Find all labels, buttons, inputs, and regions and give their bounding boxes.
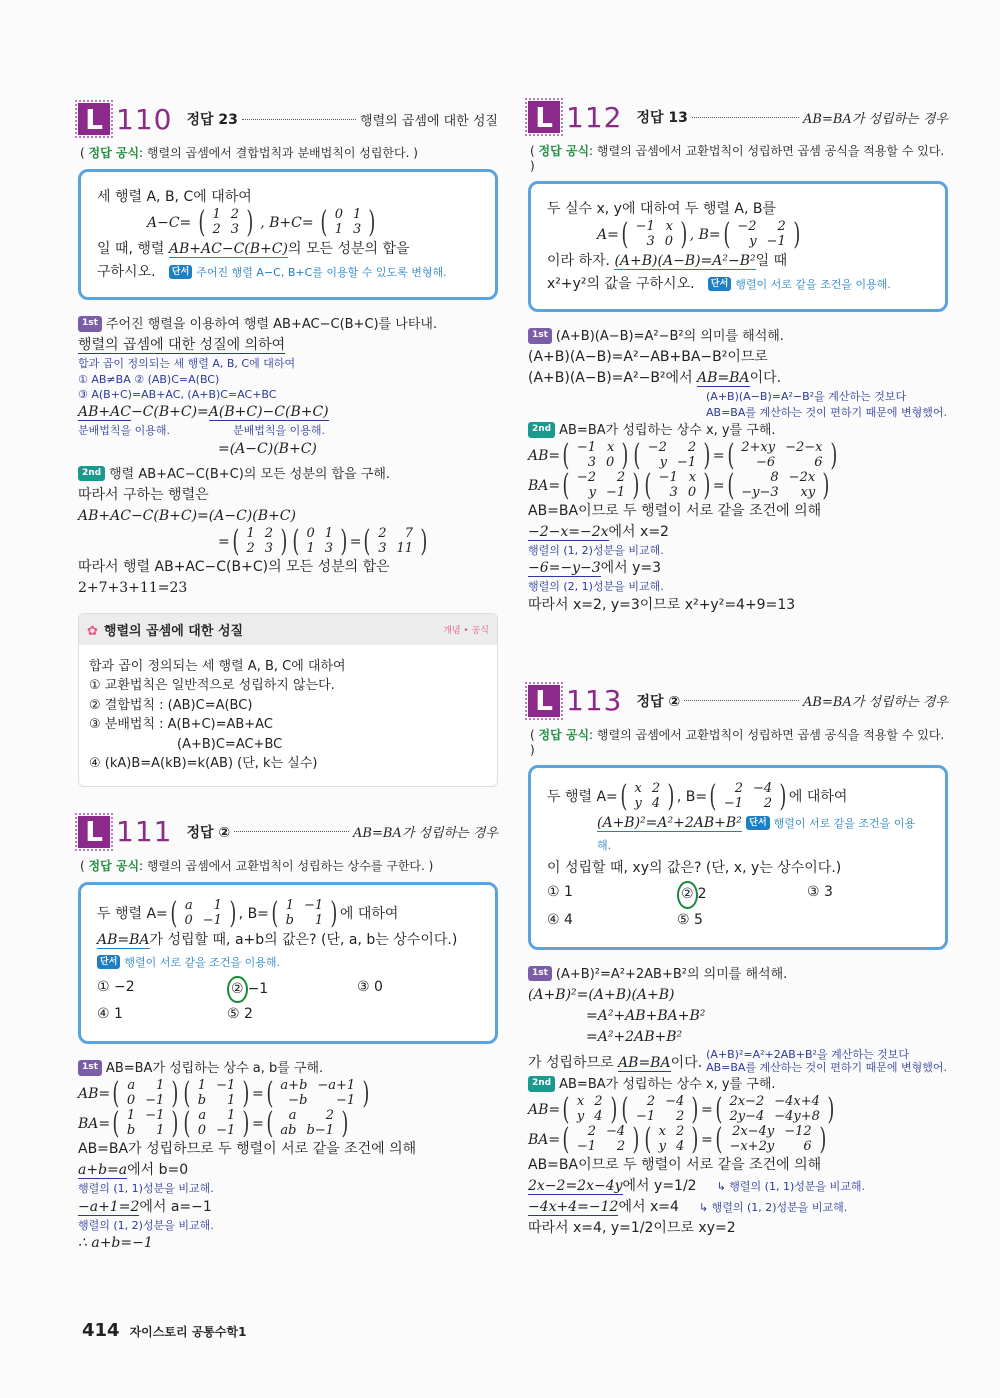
topic-label: AB=BA가 성립하는 경우	[353, 826, 498, 842]
step-1-badge: 1st	[78, 1060, 102, 1076]
circled-answer-mark: ②	[677, 881, 698, 909]
problem-110-header	[78, 98, 498, 140]
question-box-113: 두 행렬 A= ( x 2 y 4 ) , B= ( 2 −4 −1 2 ) 에 대하여 (A+B)²=A²+2AB+B² 단서 행렬이 서로 같을 조건을 이용해. 이 성립할 때, xy의 값은? (단, x, y는 상수이다.) ① 1 ② 2 ③ 3 ④ 4 ⑤ 5	[528, 765, 948, 950]
choice-2[interactable]: ② −1	[227, 976, 357, 1004]
answer-label: 정답 23	[186, 112, 238, 128]
step-1-badge: 1st	[78, 316, 102, 332]
level-logo: L	[78, 816, 110, 848]
problem-111-header	[78, 811, 498, 853]
step-2-badge: 2nd	[528, 1076, 555, 1092]
choice-2[interactable]: ② 2	[677, 881, 807, 909]
hint-badge: 단서	[746, 816, 769, 830]
choice-5[interactable]: ⑤ 2	[227, 1006, 253, 1023]
solution-113: 1st (A+B)²=A²+2AB+B²의 의미를 해석해. (A+B)²=(A+B)(A+B) =A²+AB+BA+B² =A²+2AB+B² 가 성립하므로 AB=BA이다. (A+B)²=A²+2AB+B²을 계산하는 것보다 AB=BA를 계산하는 것이 편하기 때문에 변형했어. 2nd AB=BA가 성립하는 상수 x, y를 구해. AB= ( x 2 y 4 ) ( 2 −4 −1 2 ) = ( 2x−2 −4x+4 2y−4 −4y+8 ) BA= ( 2 −4 −1 2 ) ( x 2 y 4 ) = ( 2x−4y −12 −x+2y 6 ) AB=BA이므로 두 행렬이 서로 같을 조건에 의해 2x−2=2x−4y에서 y=1/2 ↳ 행렬의 (1, 1)성분을 비교해. −4x+4=−12에서 x=4 ↳ 행렬의 (1, 2)성분을 비교해. 따라서 x=4, y=1/2이므로 xy=2	[528, 966, 948, 1236]
choice-1[interactable]: ① −2	[97, 978, 135, 995]
step-2-badge: 2nd	[528, 422, 555, 438]
choice-4[interactable]: ④ 1	[97, 1006, 123, 1023]
solution-110: 1st 주어진 행렬을 이용하여 행렬 AB+AC−C(B+C)를 나타내. 행렬의 곱셈에 대한 성질에 의하여 합과 곱이 정의되는 세 행렬 A, B, C에 대하여 ① AB≠BA ② (AB)C=A(BC) ③ A(B+C)=AB+AC, (A+B)C=AC+BC AB+AC−C(B+C)=A(B+C)−C(B+C) 분배법칙을 이용해. 분배법칙을 이용해. =(A−C)(B+C) 2nd 행렬 AB+AC−C(B+C)의 모든 성분의 합을 구해. 따라서 구하는 행렬은 AB+AC−C(B+C)=(A−C)(B+C) = ( 1 2 2 3 ) ( 0 1 1 3 ) = ( 2 7 3 11 ) 따라서 행렬 AB+AC−C(B+C)의 모든 성분의 합은 2+7+3+11=23	[78, 317, 438, 596]
question-box-111: 두 행렬 A= ( a 1 0 −1 ) , B= ( 1 −1 b 1 ) 에 대하여 AB=BA가 성립할 때, a+b의 값은? (단, a, b는 상수이다.) 단서 행렬이 서로 같을 조건을 이용해. ① −2 ② −1 ③ 0 ④ 1 ⑤ 2	[78, 882, 498, 1044]
right-column	[528, 96, 948, 1239]
topic-label: 행렬의 곱셈에 대한 성질	[360, 113, 498, 129]
page-number: 414	[82, 1320, 120, 1341]
answer-formula: ( 정답 공식: 행렬의 곱셈에서 교환법칙이 성립하는 상수를 구한다. )	[80, 858, 434, 873]
hint-badge: 단서	[97, 955, 120, 969]
step-1-badge: 1st	[528, 966, 552, 982]
circled-answer-mark: ②	[227, 976, 248, 1004]
answer-choices	[547, 881, 929, 933]
problem-number: 113	[566, 684, 623, 718]
question-box-112: 두 실수 x, y에 대하여 두 행렬 A, B를 A= ( −1 x 3 0 ) , B= ( −2 2 y −1 ) 이라 하자. (A+B)(A−B)=A²−B²일 때 x²+y²의 값을 구하시오. 단서 행렬이 서로 같을 조건을 이용해.	[528, 181, 948, 312]
answer-label: 정답 13	[636, 110, 688, 126]
choice-3[interactable]: ③ 0	[357, 978, 383, 995]
level-logo: L	[528, 101, 560, 133]
topic-label: AB=BA가 성립하는 경우	[803, 695, 948, 711]
problem-number: 112	[566, 100, 623, 134]
level-logo: L	[78, 103, 110, 135]
flower-icon: ✿	[87, 623, 98, 639]
choice-1[interactable]: ① 1	[547, 883, 573, 900]
problem-number: 111	[116, 815, 173, 849]
dotted-leader	[692, 117, 799, 118]
matrix: ( 1 2 2 3 )	[198, 205, 254, 241]
left-column	[78, 98, 498, 1254]
answer-formula: ( 정답 공식: 행렬의 곱셈에서 결합법칙과 분배법칙이 성립한다. )	[80, 146, 418, 160]
problem-number: 110	[116, 102, 173, 136]
book-title: 자이스토리 공통수학1	[129, 1325, 247, 1339]
answer-label: 정답 ②	[186, 824, 231, 841]
choice-5[interactable]: ⑤ 5	[677, 911, 703, 928]
arrow-note: ↳ 행렬의 (1, 2)성분을 비교해.	[698, 1200, 848, 1214]
dotted-leader	[242, 119, 356, 120]
answer-label: 정답 ②	[636, 693, 681, 710]
answer-formula: ( 정답 공식: 행렬의 곱셈에서 교환법칙이 성립하면 곱셈 공식을 적용할 수 있다. )	[530, 144, 945, 173]
problem-112-header	[528, 96, 948, 138]
choice-4[interactable]: ④ 4	[547, 911, 573, 928]
answer-formula: ( 정답 공식: 행렬의 곱셈에서 교환법칙이 성립하면 곱셈 공식을 적용할 수 있다. )	[530, 727, 945, 757]
solution-112: 1st (A+B)(A−B)=A²−B²의 의미를 해석해. (A+B)(A−B)=A²−AB+BA−B²이므로 (A+B)(A−B)=A²−B²에서 AB=BA이다. (A+B)(A−B)=A²−B²을 계산하는 것보다 AB=BA를 계산하는 것이 편하기 때문에 변형했어. 2nd AB=BA가 성립하는 상수 x, y를 구해. AB= ( −1 x 3 0 ) ( −2 2 y −1 ) = ( 2+xy −2−x −6 6 ) BA= ( −2 2 y −1 ) ( −1 x 3 0 ) = ( 8 −2x −y−3 xy ) AB=BA이므로 두 행렬이 서로 같을 조건에 의해 −2−x=−2x에서 x=2 행렬의 (1, 2)성분을 비교해. −6=−y−3에서 y=3 행렬의 (2, 1)성분을 비교해. 따라서 x=2, y=3이므로 x²+y²=4+9=13	[528, 329, 947, 613]
dotted-leader	[684, 700, 799, 701]
hint-badge: 단서	[169, 265, 192, 279]
step-2-badge: 2nd	[78, 466, 105, 482]
dotted-leader	[234, 831, 349, 832]
answer-choices	[97, 976, 479, 1028]
hint-badge: 단서	[708, 277, 731, 291]
arrow-note: ↳ 행렬의 (1, 1)성분을 비교해.	[716, 1179, 865, 1193]
problem-113-header	[528, 680, 948, 722]
page-footer	[82, 1320, 246, 1341]
concept-box: ✿ 행렬의 곱셈에 대한 성질 개념 • 공식 합과 곱이 정의되는 세 행렬 A, B, C에 대하여 ① 교환법칙은 일반적으로 성립하지 않는다. ② 결합법칙 : (AB)C=A(BC) ③ 분배법칙 : A(B+C)=AB+AC (A+B)C=AC+BC ④ (kA)B=A(kB)=k(AB) (단, k는 실수)	[78, 613, 498, 787]
step-1-badge: 1st	[528, 328, 552, 344]
solution-111: 1st AB=BA가 성립하는 상수 a, b를 구해. AB= ( a 1 0 −1 ) ( 1 −1 b 1 ) = ( a+b −a+1 −b −1 ) BA= ( 1 −1 b 1 ) ( a 1 0 −1 ) = ( a 2 ab b−1 ) AB=BA가 성립하므로 두 행렬이 서로 같을 조건에 의해 a+b=a에서 b=0 행렬의 (1, 1)성분을 비교해. −a+1=2에서 a=−1 행렬의 (1, 2)성분을 비교해. ∴ a+b=−1	[78, 1061, 417, 1251]
level-logo: L	[528, 685, 560, 717]
matrix: ( 0 1 1 3 )	[320, 205, 376, 241]
choice-3[interactable]: ③ 3	[807, 883, 833, 900]
question-box-110: 세 행렬 A, B, C에 대하여 A−C= ( 1 2 2 3 ) , B+C= ( 0 1 1 3 ) 일 때, 행렬 AB+AC−C(B+C)의 모든 성분의 합을 구하시오. 단서 주어진 행렬 A−C, B+C를 이용할 수 있도록 변형해.	[78, 169, 498, 300]
topic-label: AB=BA가 성립하는 경우	[803, 111, 948, 127]
